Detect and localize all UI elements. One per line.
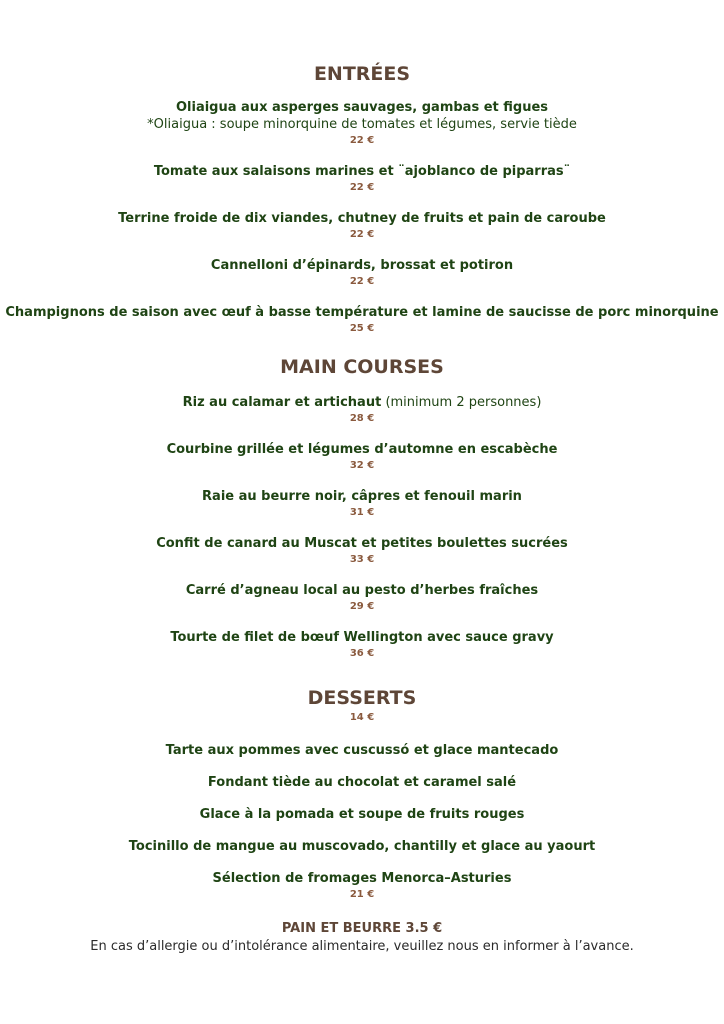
item-name: Sélection de fromages Menorca–Asturies bbox=[212, 871, 512, 886]
allergy-note: En cas d’allergie ou d’intolérance alimentaire, veuillez nous en informer à l’avance. bbox=[90, 939, 634, 954]
menu-item bbox=[0, 838, 724, 855]
item-price: 22 € bbox=[349, 135, 375, 146]
item-price: 22 € bbox=[349, 276, 375, 287]
menu-item bbox=[0, 742, 724, 759]
item-price: 22 € bbox=[349, 229, 375, 240]
item-price: 22 € bbox=[349, 182, 375, 193]
menu-item bbox=[0, 99, 724, 148]
menu-item bbox=[0, 304, 724, 336]
desserts-title: DESSERTS bbox=[307, 687, 417, 709]
item-name: Oliaigua aux asperges sauvages, gambas et figues bbox=[175, 100, 549, 115]
desserts-list bbox=[0, 742, 724, 902]
menu-item bbox=[0, 210, 724, 242]
entrees-title: ENTRÉES bbox=[313, 63, 411, 85]
item-name: Fondant tiède au chocolat et caramel salé bbox=[207, 775, 517, 790]
menu-item bbox=[0, 870, 724, 902]
menu-item bbox=[0, 582, 724, 614]
item-name-text: Riz au calamar et artichaut bbox=[182, 395, 382, 410]
item-name: Glace à la pomada et soupe de fruits rouges bbox=[199, 807, 525, 822]
item-name: Courbine grillée et légumes d’automne en escabèche bbox=[166, 442, 558, 457]
desserts-price: 14 € bbox=[349, 712, 375, 723]
menu-item bbox=[0, 488, 724, 520]
entrees-list bbox=[0, 99, 724, 336]
menu-item bbox=[0, 394, 724, 426]
menu-item bbox=[0, 629, 724, 661]
main-courses-title: MAIN COURSES bbox=[280, 356, 444, 378]
menu-item bbox=[0, 806, 724, 823]
item-description: *Oliaigua : soupe minorquine de tomates et légumes, servie tiède bbox=[147, 117, 577, 132]
item-price: 31 € bbox=[349, 507, 375, 518]
menu-item bbox=[0, 163, 724, 195]
item-price: 29 € bbox=[349, 601, 375, 612]
menu-item bbox=[0, 774, 724, 791]
item-name: Tocinillo de mangue au muscovado, chantilly et glace au yaourt bbox=[128, 839, 596, 854]
item-name bbox=[0, 394, 724, 411]
item-name: Champignons de saison avec œuf à basse température et lamine de saucisse de porc minorquine bbox=[5, 305, 719, 320]
bread-and-butter: PAIN ET BEURRE 3.5 € bbox=[281, 921, 443, 936]
menu-item bbox=[0, 257, 724, 289]
item-price: 21 € bbox=[349, 889, 375, 900]
item-name: Terrine froide de dix viandes, chutney de fruits et pain de caroube bbox=[118, 211, 606, 226]
item-price: 36 € bbox=[349, 648, 375, 659]
item-name: Tourte de filet de bœuf Wellington avec sauce gravy bbox=[170, 630, 554, 645]
item-name: Cannelloni d’épinards, brossat et potiron bbox=[210, 258, 514, 273]
item-note: (minimum 2 personnes) bbox=[381, 395, 542, 410]
main-courses-list bbox=[0, 394, 724, 661]
item-name: Tomate aux salaisons marines et ¨ajoblanco de piparras¨ bbox=[153, 164, 571, 179]
item-name: Raie au beurre noir, câpres et fenouil marin bbox=[202, 489, 522, 504]
item-price: 33 € bbox=[349, 554, 375, 565]
item-name: Tarte aux pommes avec cuscussó et glace mantecado bbox=[165, 743, 559, 758]
item-name: Carré d’agneau local au pesto d’herbes fraîches bbox=[185, 583, 539, 598]
footer bbox=[0, 920, 724, 955]
item-price: 25 € bbox=[349, 323, 375, 334]
item-price: 28 € bbox=[349, 413, 375, 424]
menu-item bbox=[0, 441, 724, 473]
menu-item bbox=[0, 535, 724, 567]
item-name: Confit de canard au Muscat et petites boulettes sucrées bbox=[156, 536, 568, 551]
item-price: 32 € bbox=[349, 460, 375, 471]
